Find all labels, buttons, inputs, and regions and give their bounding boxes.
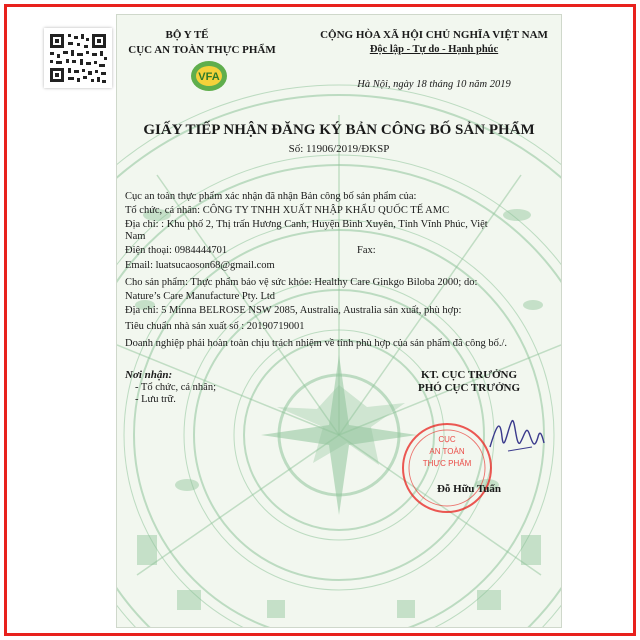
responsibility-note: Doanh nghiệp phải hoàn toàn chịu trách nhiệm về tính phù hợp của sản phẩm đã công bố./.: [125, 338, 507, 349]
signer-name: Đỗ Hữu Tuấn: [436, 483, 502, 495]
svg-text:THỰC PHẨM: THỰC PHẨM: [422, 459, 472, 468]
manufacturer-address: Địa chỉ: 5 Minna BELROSE NSW 2085, Australia, Australia sản xuất, phù hợp:: [125, 305, 462, 316]
phone: Điện thoại: 0984444701: [125, 245, 228, 256]
address-line-1: Địa chỉ: : Khu phố 2, Thị trấn Hương Canh, Huyện Bình Xuyên, Tỉnh Vĩnh Phúc, Việt: [125, 219, 488, 230]
svg-text:VFA: VFA: [198, 71, 220, 83]
address-line-2: Nam: [125, 231, 146, 242]
place-date: Hà Nội, ngày 18 tháng 10 năm 2019: [357, 79, 511, 90]
intro-text: Cục an toàn thực phẩm xác nhận đã nhận Bản công bố sản phẩm của:: [125, 191, 417, 202]
signer-role-2: PHÓ CỤC TRƯỞNG: [417, 382, 521, 394]
svg-text:AN TOÀN: AN TOÀN: [429, 447, 465, 456]
agency-name: CỤC AN TOÀN THỰC PHẨM: [128, 44, 276, 56]
qr-code-icon: [44, 28, 112, 88]
vfa-logo-icon: [189, 59, 229, 93]
organization: Tổ chức, cá nhân: CÔNG TY TNHH XUẤT NHẬP KHẨU QUỐC TẾ AMC: [125, 205, 450, 216]
email: Email: luatsucaoson68@gmail.com: [125, 260, 275, 271]
svg-text:CỤC: CỤC: [438, 435, 456, 444]
handwritten-signature-icon: [482, 407, 552, 472]
recipient-item: - Tổ chức, cá nhân;: [135, 382, 217, 393]
document-title: GIẤY TIẾP NHẬN ĐĂNG KÝ BẢN CÔNG BỐ SẢN PHẨM: [143, 122, 535, 138]
ministry-name: BỘ Y TẾ: [165, 29, 209, 41]
nation-name: CỘNG HÒA XÃ HỘI CHỦ NGHĨA VIỆT NAM: [320, 29, 548, 41]
official-stamp-icon: [399, 420, 495, 516]
standard-number: Tiêu chuẩn nhà sản xuất số : 20190719001: [125, 321, 305, 332]
product-line-1: Cho sản phẩm: Thực phẩm bảo vệ sức khỏe: Healthy Care Ginkgo Biloba 2000; do:: [125, 277, 478, 288]
recipients-label: Nơi nhận:: [125, 369, 173, 381]
recipient-item: - Lưu trữ.: [135, 394, 176, 405]
fax: Fax:: [357, 245, 376, 256]
product-line-2: Nature’s Care Manufacture Pty. Ltd: [125, 291, 276, 302]
signer-role-1: KT. CỤC TRƯỞNG: [420, 369, 518, 381]
registration-number: Số: 11906/2019/ĐKSP: [288, 143, 390, 155]
certificate-document: [116, 14, 562, 628]
national-motto: Độc lập - Tự do - Hạnh phúc: [369, 44, 499, 55]
